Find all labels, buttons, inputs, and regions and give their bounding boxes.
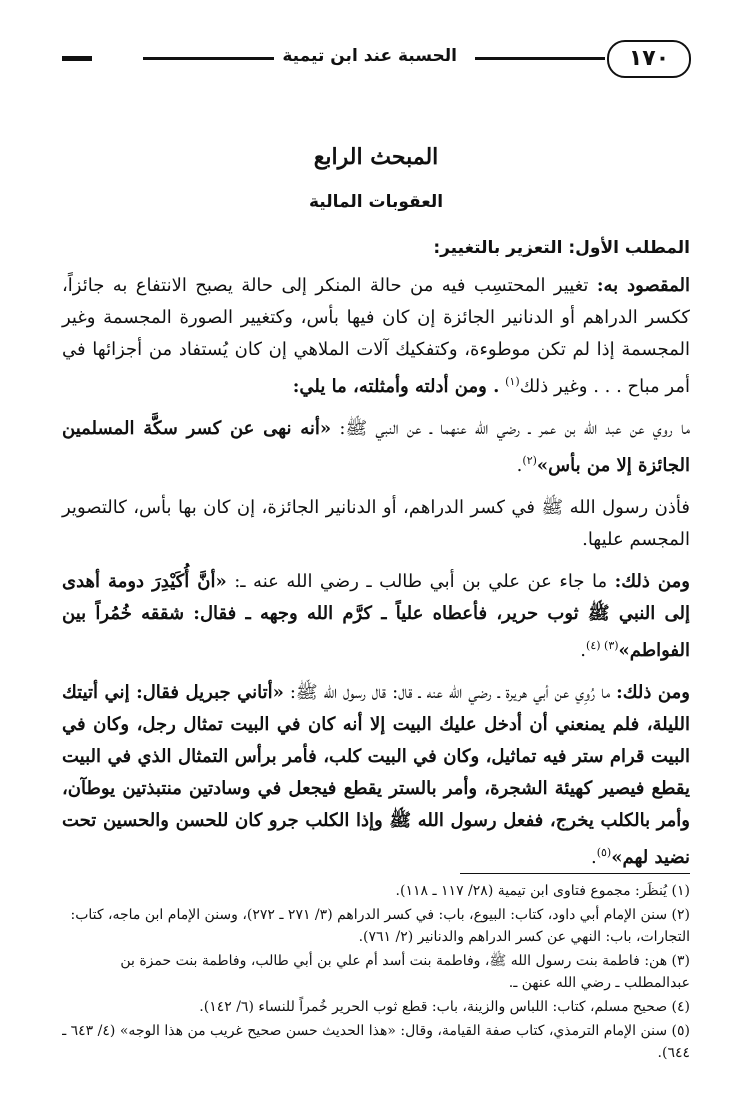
paragraph-text: فأذن رسول الله ﷺ في كسر الدراهم، أو الدنانير الجائزة، إن كان بها بأس، كالتصوير المجسم عليها. xyxy=(62,497,690,550)
footnote: (٥) سنن الإمام الترمذي، كتاب صفة القيامة، وقال: «هذا الحديث حسن صحيح غريب من هذا الوجه» (٤/ ٦٤٣ ـ ٦٤٤). xyxy=(62,1023,690,1061)
header-rule-end xyxy=(62,56,92,61)
paragraph-5: ومن ذلك: ما رُوِي عن أبي هريرة ـ رضي الله عنه ـ قال: قال رسول الله ﷺ: «أتاني جبريل فقال: إني أتيتك الليلة، فلم يمنعني أن أدخل عليك البيت إلا أنه كان في البيت تمثال رجل، وكان في البيت قرام ستر فيه تماثيل، وكان في البيت كلب، فأمر برأس التمثال الذي في البيت يقطع فيصير كهيئة الشجرة، وأمر بالستر يقطع فيجعل في وسادتين منتبذتين يوطآن، وأمر بالكلب يخرج، ففعل رسول الله ﷺ وإذا الكلب جرو كان للحسن والحسين تحت نضيد لهم»$^{(٥)}$. xyxy=(62,682,690,868)
chapter-title: المبحث الرابع xyxy=(313,144,439,170)
paragraph-lead: المقصود به: xyxy=(596,275,690,296)
page-number: ١٧٠ xyxy=(607,40,691,78)
running-title: الحسبة عند ابن تيمية xyxy=(274,46,465,66)
paragraph-tail: . ومن أدلته وأمثلته، ما يلي: xyxy=(292,376,500,397)
hadith-quote: «أتاني جبريل فقال: إني أتيتك الليلة، فلم يمنعني أن أدخل عليك البيت إلا أنه كان في البيت تمثال رجل، وكان في البيت قرام ستر فيه تماثيل، وكان في البيت كلب، فأمر برأس التمثال الذي في البيت يقطع فيصير كهيئة الشجرة، وأمر بالستر يقطع فيجعل في وسادتين منتبذتين يوطآن، وأمر بالكلب يخرج، ففعل رسول الله ﷺ وإذا الكلب جرو كان للحسن والحسين تحت نضيد لهم» xyxy=(62,682,690,868)
chapter-subtitle: العقوبات المالية xyxy=(308,192,444,212)
footnote-ref: (٢) xyxy=(522,454,537,467)
header-rule xyxy=(143,57,293,60)
footnote: (٣) هن: فاطمة بنت رسول الله ﷺ، وفاطمة بنت أسد أم علي بن أبي طالب، وفاطمة بنت حمزة بن عبدالمطلب ـ رضي الله عنهن ـ. xyxy=(120,953,690,991)
paragraph-2: ما روي عن عبد الله بن عمر ـ رضي الله عنهما ـ عن النبي ﷺ: «أنه نهى عن كسر سكَّة المسلمين الجائزة إلا من بأس»$^{(٢)}$. xyxy=(62,418,690,476)
hadith-quote: «أنَّ أُكَيْدِرَ دومة أهدى إلى النبي ﷺ ثوب حرير، فأعطاه علياً ـ كرَّم الله وجهه ـ فقال: شققه خُمُراً بين الفواطم» xyxy=(62,571,690,661)
footnote-ref: (٣) (٤) xyxy=(586,639,619,652)
main-text xyxy=(62,140,690,884)
paragraph-lead: ومن ذلك: xyxy=(616,682,690,703)
footnote: (٢) سنن الإمام أبي داود، كتاب: البيوع، باب: في كسر الدراهم (٣/ ٢٧١ ـ ٢٧٢)، وسنن الإمام ابن ماجه، كتاب: التجارات، باب: النهي عن كسر الدراهم والدنانير (٢/ ٧٦١). xyxy=(70,907,690,945)
paragraph-text: ما جاء عن علي بن أبي طالب ـ رضي الله عنه ـ: xyxy=(234,571,608,592)
paragraph-text: تغيير المحتسِب فيه من حالة المنكر إلى حالة يصبح الانتفاع به جائزاً، ككسر الدراهم أو الدنانير الجائزة إن كان فيها بأس، وكتغيير الصورة المجسمة وغير المجسمة إذا لم تكن موطوءة، وكتفكيك آلات الملاهي إن كان يُستفاد من أجزائها في أمر مباح . . . وغير ذلك xyxy=(62,275,690,397)
paragraph-text: ما رُوِي عن أبي هريرة ـ رضي الله عنه ـ قال: قال رسول الله ﷺ: xyxy=(289,682,611,703)
section-heading: المطلب الأول: التعزير بالتغيير: xyxy=(433,238,690,258)
paragraph-1 xyxy=(62,270,690,403)
header-rule xyxy=(475,57,605,60)
footnote-separator xyxy=(460,873,690,874)
page-header xyxy=(62,40,691,76)
footnote: (٤) صحيح مسلم، كتاب: اللباس والزينة، باب: قطع ثوب الحرير خُمراً للنساء (٦/ ١٤٢). xyxy=(199,999,690,1015)
paragraph-text: ما روي عن عبد الله بن عمر ـ رضي الله عنهما ـ عن النبي ﷺ: xyxy=(339,418,690,439)
footnote-ref: (٥) xyxy=(596,846,612,859)
paragraph-3 xyxy=(62,492,690,556)
paragraph-lead: ومن ذلك: xyxy=(614,571,690,592)
footnotes xyxy=(62,880,690,1066)
footnote: (١) يُنظَر: مجموع فتاوى ابن تيمية (٢٨/ ١١٧ ـ ١١٨). xyxy=(395,883,690,899)
hadith-quote: «أنه نهى عن كسر سكَّة المسلمين الجائزة إلا من بأس» xyxy=(62,418,690,476)
paragraph-4: ومن ذلك: ما جاء عن علي بن أبي طالب ـ رضي الله عنه ـ: «أنَّ أُكَيْدِرَ دومة أهدى إلى النبي ﷺ ثوب حرير، فأعطاه علياً ـ كرَّم الله وجهه ـ فقال: شققه خُمُراً بين الفواطم»$^{(٣) (٤)}$. xyxy=(62,571,690,661)
footnote-ref: (١) xyxy=(505,375,520,388)
